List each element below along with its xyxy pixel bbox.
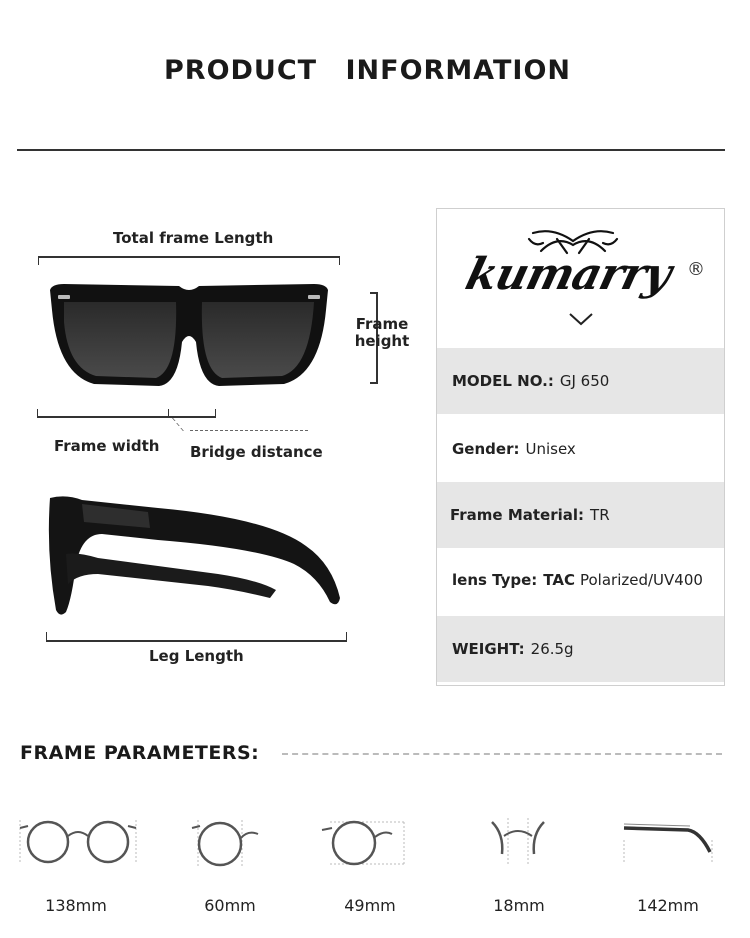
leg-length-label: Leg Length [149, 647, 244, 665]
chevron-down-icon [568, 312, 594, 326]
total-frame-length-label: Total frame Length [113, 229, 274, 247]
bridge-distance-bracket [168, 409, 216, 418]
spec-key: WEIGHT: [452, 640, 525, 658]
brand-logo: kumarry [460, 249, 676, 300]
spec-row-gender [437, 416, 724, 482]
page-title: PRODUCT INFORMATION [163, 55, 571, 86]
spec-key: Gender: [452, 440, 520, 458]
product-spec-panel [436, 208, 725, 686]
front-view-sunglasses [44, 282, 334, 392]
bridge-glasses-icon [488, 810, 548, 870]
frame-width-bracket [37, 409, 169, 418]
spec-value-lens-material: TAC [543, 571, 575, 589]
bridge-distance-label: Bridge distance [190, 443, 323, 461]
lens-width-glasses-icon [190, 810, 260, 870]
spec-key: Frame Material: [450, 506, 585, 524]
measurement-lens-height: 49mm [344, 896, 396, 915]
spec-value: GJ 650 [559, 372, 610, 390]
total-frame-length-bracket [38, 256, 340, 265]
frame-width-label: Frame width [54, 437, 160, 455]
measurement-total-width: 138mm [45, 896, 107, 915]
measurement-lens-width: 60mm [204, 896, 256, 915]
spec-value: 26.5g [530, 640, 574, 658]
spec-row-frame-material [437, 482, 724, 548]
measurement-bridge: 18mm [493, 896, 545, 915]
spec-key: MODEL NO.: [452, 372, 554, 390]
bridge-distance-leader [190, 430, 308, 431]
frame-parameters-title: FRAME PARAMETERS: [20, 742, 260, 764]
spec-value: TR [590, 506, 610, 524]
spec-row-lens-type [437, 547, 724, 613]
spec-row-weight [437, 616, 724, 682]
measurement-temple-length: 142mm [637, 896, 699, 915]
temple-length-icon [620, 818, 716, 864]
bridge-distance-leader-diag [172, 418, 204, 431]
frame-parameters-divider [282, 753, 722, 755]
spec-row-model [437, 348, 724, 414]
total-width-glasses-icon [18, 810, 138, 870]
side-view-sunglasses [38, 494, 343, 620]
leg-length-bracket [46, 632, 347, 642]
title-divider [17, 149, 725, 151]
frame-height-label: Frame height [354, 315, 410, 350]
spec-key: lens Type: [452, 571, 538, 589]
lens-height-glasses-icon [320, 810, 410, 870]
registered-mark: ® [687, 259, 705, 280]
spec-value: Polarized/UV400 [579, 571, 703, 589]
spec-value: Unisex [525, 440, 576, 458]
